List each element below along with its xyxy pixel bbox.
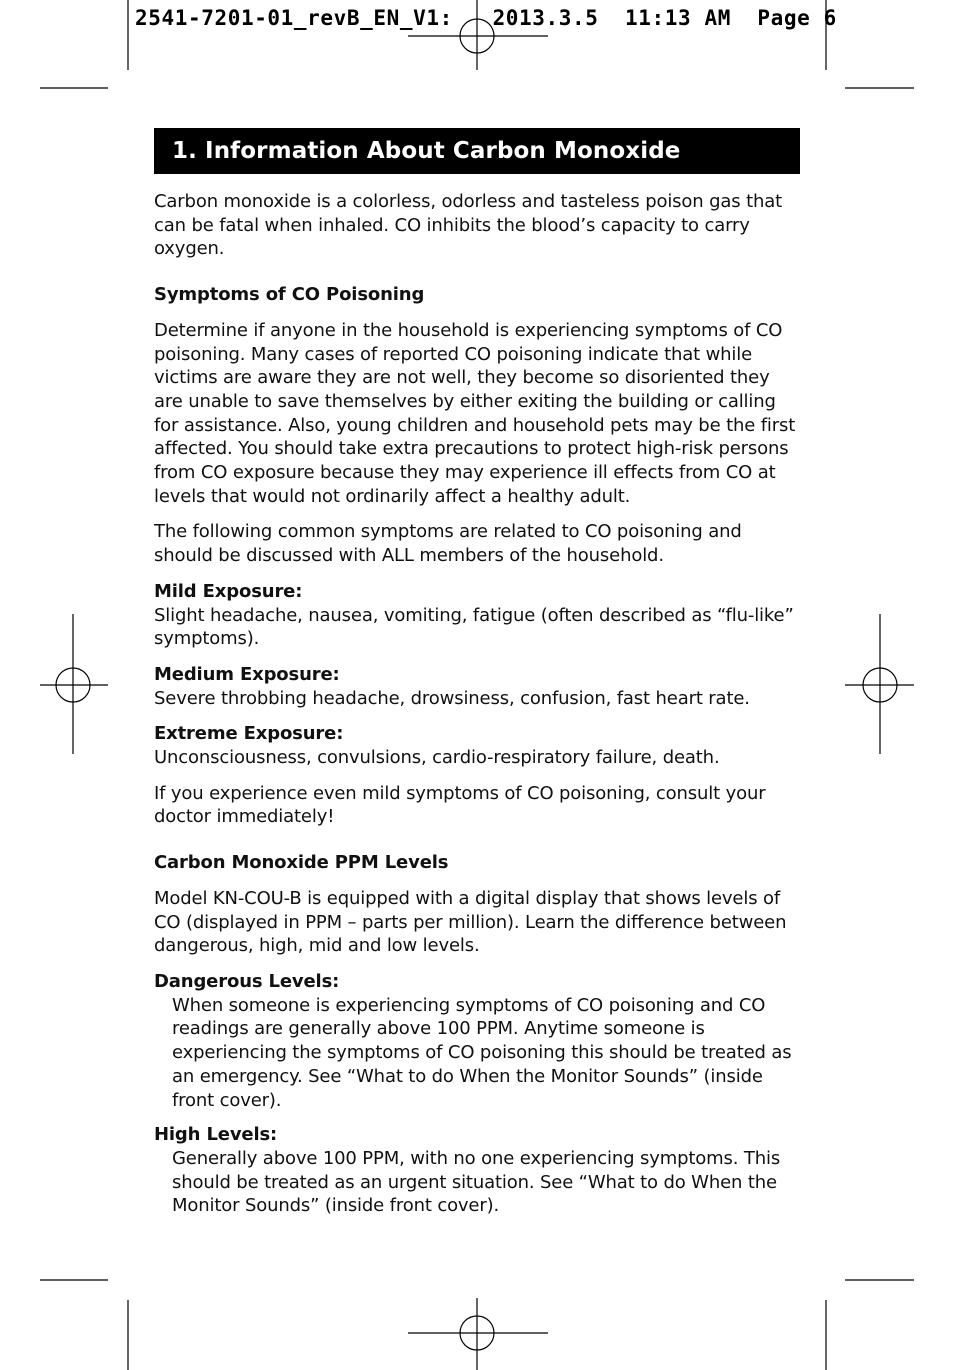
ppm-heading: Carbon Monoxide PPM Levels	[154, 852, 449, 874]
symptoms-heading: Symptoms of CO Poisoning	[154, 284, 425, 306]
extreme-exposure-label: Extreme Exposure:	[154, 723, 344, 745]
page-content	[154, 128, 800, 1218]
mild-exposure-text: Slight headache, nausea, vomiting, fatigue (often described as “flu-like” symptoms).	[154, 604, 794, 650]
print-slug-line: 2541-7201-01_revB_EN_V1: 2013.3.5 11:13 AM Page 6	[135, 6, 837, 30]
mild-exposure-label: Mild Exposure:	[154, 580, 303, 602]
symptoms-paragraph-2: The following common symptoms are related to CO poisoning and should be discussed with ALL members of the household.	[154, 521, 742, 567]
extreme-exposure-text: Unconsciousness, convulsions, cardio-respiratory failure, death.	[154, 747, 720, 769]
high-levels-label: High Levels:	[154, 1124, 278, 1146]
medium-exposure-text: Severe throbbing headache, drowsiness, confusion, fast heart rate.	[154, 687, 750, 709]
medium-exposure-label: Medium Exposure:	[154, 663, 340, 685]
dangerous-levels-label: Dangerous Levels:	[154, 970, 340, 992]
symptoms-paragraph-1: Determine if anyone in the household is experiencing symptoms of CO poisoning. Many cases of reported CO poisoning indicate that while victims are aware they are not well, they become so disoriented they are unable to save themselves by either exiting the building or calling for assistance. Also, young children and household pets may be the first affected. You should take extra precautions to protect high-risk persons from CO exposure because they may experience ill effects from CO at levels that would not ordinarily affect a healthy adult.	[154, 319, 796, 507]
intro-paragraph: Carbon monoxide is a colorless, odorless and tasteless poison gas that can be fatal when inhaled. CO inhibits the blood’s capacity to carry oxygen.	[154, 191, 783, 260]
dangerous-levels-text: When someone is experiencing symptoms of CO poisoning and CO readings are generally above 100 PPM. Anytime someone is experiencing the symptoms of CO poisoning this should be treated as an emergency. See “What to do When the Monitor Sounds” (inside front cover).	[172, 994, 792, 1111]
doctor-advice: If you experience even mild symptoms of CO poisoning, consult your doctor immediately!	[154, 782, 766, 828]
section-title: 1. Information About Carbon Monoxide	[154, 128, 800, 174]
ppm-intro: Model KN-COU-B is equipped with a digital display that shows levels of CO (displayed in PPM – parts per million). Learn the difference between dangerous, high, mid and low levels.	[154, 887, 787, 957]
high-levels-text: Generally above 100 PPM, with no one experiencing symptoms. This should be treated as an urgent situation. See “What to do When the Monitor Sounds” (inside front cover).	[172, 1147, 781, 1217]
